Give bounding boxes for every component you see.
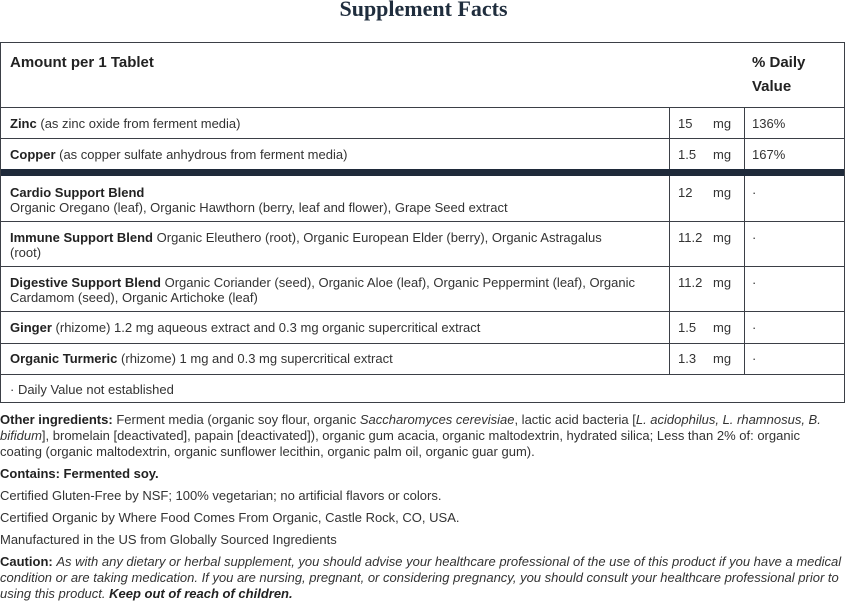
unit-label: mg — [713, 230, 732, 245]
column-divider-amount — [669, 107, 670, 375]
column-divider-dv — [744, 107, 745, 375]
blend-name: Immune Support Blend — [10, 230, 153, 245]
other-ingredients-text: Ferment media (organic soy flour, organic — [116, 412, 357, 427]
ingredient-desc: (rhizome) 1.2 mg aqueous extract and 0.3 mg organic supercritical extract — [55, 320, 481, 335]
unit-label: mg — [713, 147, 732, 162]
ingredient-name: Ginger — [10, 320, 52, 335]
other-ingredients-italic: L. acidophilus, L. rhamnosus, B. bifidum — [0, 412, 821, 443]
blend-desc: Organic Oregano (leaf), Organic Hawthorn (berry, leaf and flower), Grape Seed extract — [10, 200, 508, 215]
daily-value: · — [752, 320, 757, 335]
amount-value: 15 — [678, 116, 693, 131]
other-ingredients-label: Other ingredients: — [0, 412, 113, 427]
row-divider — [1, 343, 844, 344]
amount-value: 1.5 — [678, 320, 697, 335]
daily-value: · — [752, 275, 757, 290]
nutrient-name: Copper — [10, 147, 56, 162]
amount-value: 11.2 — [678, 275, 703, 290]
daily-value-header-line2: Value — [752, 78, 792, 95]
ingredient-desc: (rhizome) 1 mg and 0.3 mg supercritical extract — [121, 351, 393, 366]
unit-label: mg — [713, 275, 732, 290]
caution-label: Caution: — [0, 554, 53, 569]
daily-value: · — [752, 230, 757, 245]
panel-title: Supplement Facts — [339, 0, 508, 21]
unit-label: mg — [713, 185, 732, 200]
amount-value: 1.3 — [678, 351, 697, 366]
other-ingredients-text: , lactic acid bacteria [ — [514, 412, 636, 427]
daily-value: 167% — [752, 147, 786, 162]
amount-value: 1.5 — [678, 147, 697, 162]
other-ingredients — [0, 412, 845, 460]
blend-name: Digestive Support Blend — [10, 275, 161, 290]
caution-statement — [0, 554, 845, 602]
thick-divider — [1, 169, 844, 176]
nutrient-desc: (as zinc oxide from ferment media) — [40, 116, 241, 131]
daily-value: · — [752, 185, 757, 200]
blend-desc: Organic Eleuthero (root), Organic European Elder (berry), Organic Astragalus (root) — [10, 230, 602, 260]
unit-label: mg — [713, 116, 732, 131]
amount-value: 12 — [678, 185, 693, 200]
daily-value-header-line1: % Daily — [752, 54, 806, 71]
organic-certification: Certified Organic by Where Food Comes From Organic, Castle Rock, CO, USA. — [0, 510, 460, 525]
row-divider — [1, 374, 844, 375]
other-ingredients-text: ], bromelain [deactivated], papain [deactivated]), organic gum acacia, organic maltodextrin, hydrated silica; Less than 2% of: organic coating (organic maltodextrin, organic sunflower lecithin, organic palm oil, organic guar gum). — [0, 428, 800, 459]
row-divider — [1, 138, 844, 139]
row-divider — [1, 221, 844, 222]
blend-name: Cardio Support Blend — [10, 185, 145, 200]
row-divider — [1, 311, 844, 312]
ingredient-name: Organic Turmeric — [10, 351, 118, 366]
daily-value: 136% — [752, 116, 786, 131]
header-divider — [1, 107, 844, 108]
amount-value: 11.2 — [678, 230, 703, 245]
caution-text: As with any dietary or herbal supplement, you should advise your healthcare professional of the use of this product if you have a medical condition or are taking medication. If you are nursing, pregnant, or considering pregnancy, you should consult your healthcare professional prior to using this product. — [0, 554, 842, 601]
row-divider — [1, 266, 844, 267]
daily-value: · — [752, 351, 757, 366]
supplement-facts-table — [0, 42, 845, 403]
keep-out-of-reach: Keep out of reach of children. — [109, 586, 293, 601]
unit-label: mg — [713, 320, 732, 335]
unit-label: mg — [713, 351, 732, 366]
gluten-free-statement: Certified Gluten-Free by NSF; 100% vegetarian; no artificial flavors or colors. — [0, 488, 442, 503]
contains-statement: Contains: Fermented soy. — [0, 466, 159, 481]
nutrient-name: Zinc — [10, 116, 37, 131]
other-ingredients-italic: Saccharomyces cerevisiae — [359, 412, 515, 427]
blend-desc: Organic Coriander (seed), Organic Aloe (leaf), Organic Peppermint (leaf), Organic Cardamom (seed), Organic Artichoke (leaf) — [10, 275, 635, 305]
nutrient-desc: (as copper sulfate anhydrous from ferment media) — [59, 147, 348, 162]
daily-value-footnote: · Daily Value not established — [10, 382, 174, 397]
amount-per-serving-header: Amount per 1 Tablet — [10, 54, 154, 71]
manufacturing-statement: Manufactured in the US from Globally Sourced Ingredients — [0, 532, 337, 547]
